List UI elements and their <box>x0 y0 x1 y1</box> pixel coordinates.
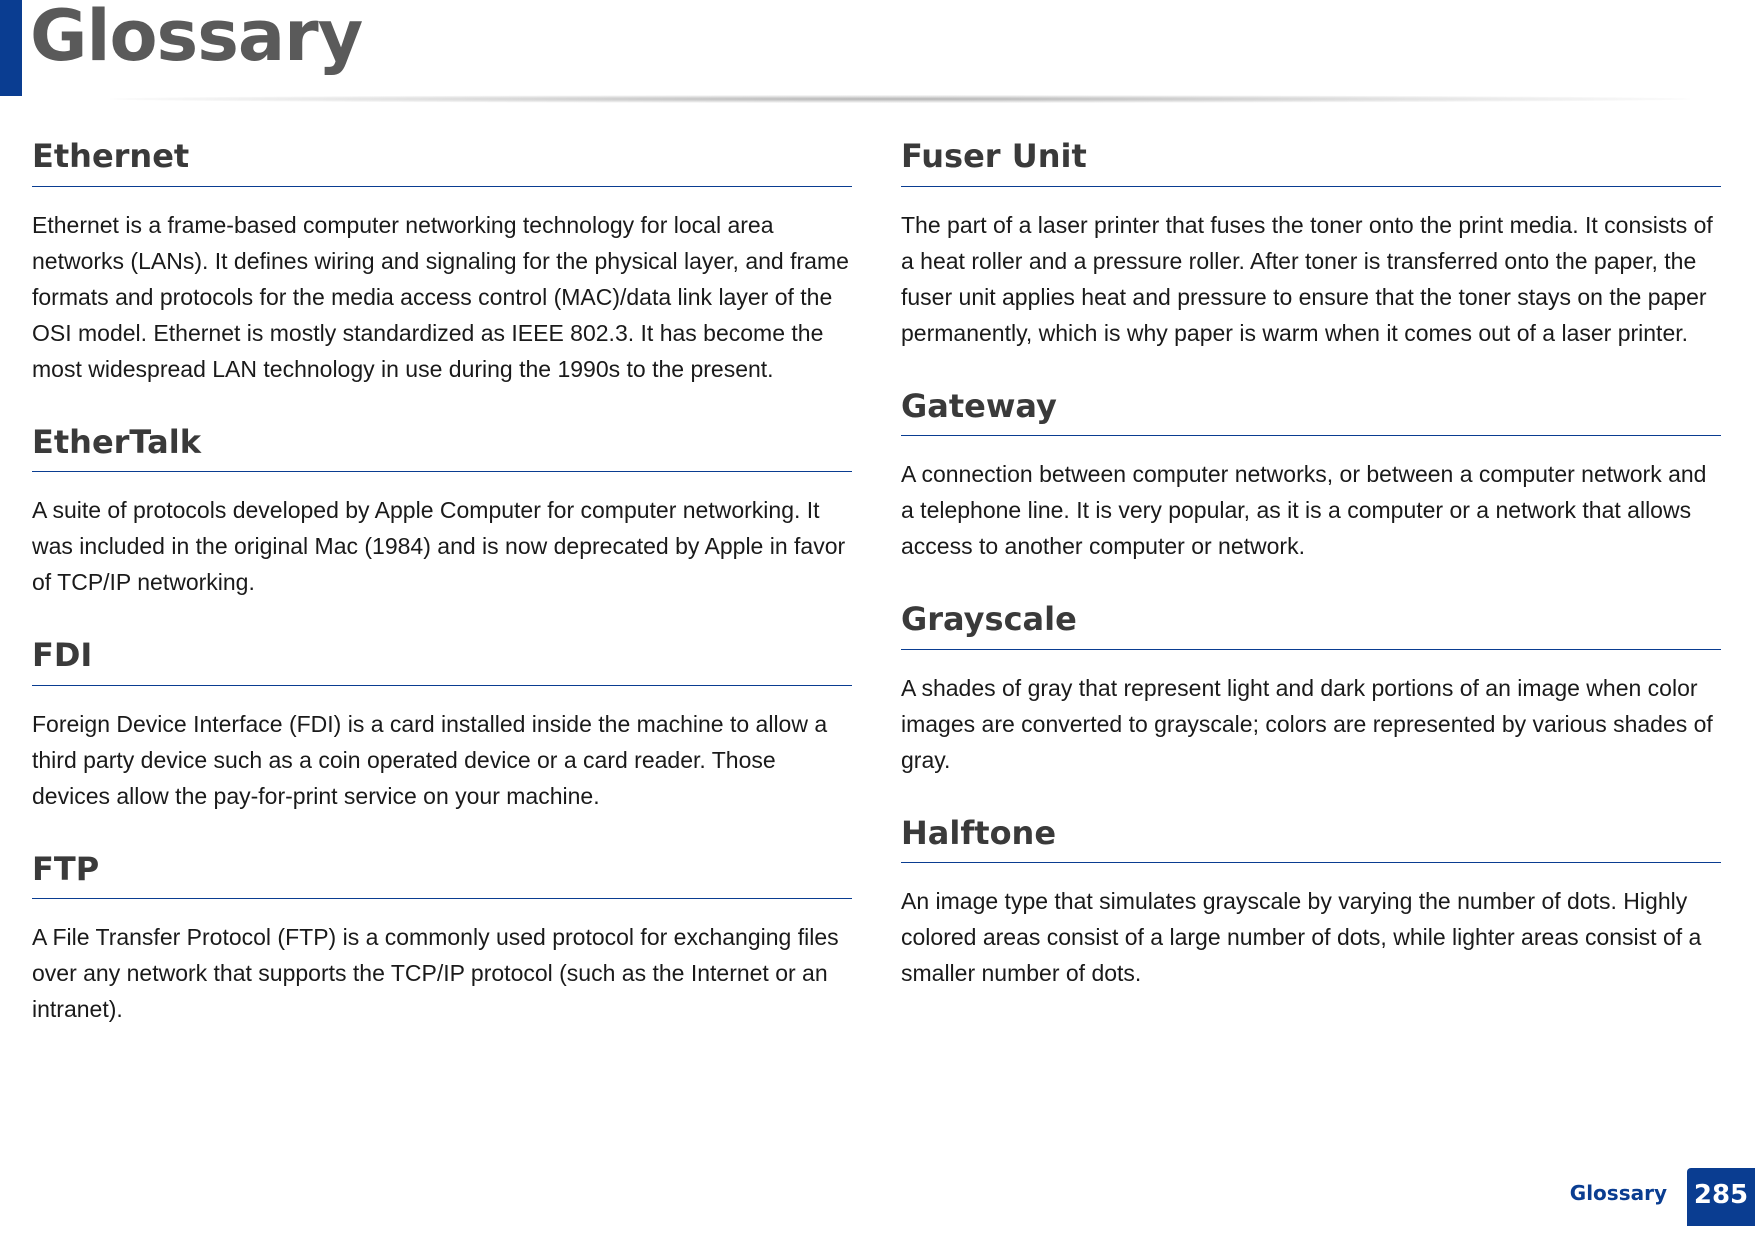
entry-term: Grayscale <box>901 599 1721 650</box>
entry-term: EtherTalk <box>32 422 852 473</box>
entry-definition: An image type that simulates grayscale by varying the number of dots. Highly colored areas consist of a large number of dots, while lighter areas consist of a smaller number of dots. <box>901 888 1702 987</box>
title-accent-bar <box>0 0 22 96</box>
entry-term: Fuser Unit <box>901 136 1721 187</box>
entry-term: Ethernet <box>32 136 852 187</box>
glossary-entry-ethertalk <box>32 422 852 601</box>
entry-term: FTP <box>32 849 852 900</box>
entry-definition: A connection between computer networks, or between a computer network and a telephone line. It is very popular, as it is a computer or a network that allows access to another computer or network. <box>901 461 1707 560</box>
entry-definition: A suite of protocols developed by Apple Computer for computer networking. It was included in the original Mac (1984) and is now deprecated by Apple in favor of TCP/IP networking. <box>32 497 846 596</box>
footer-section-label: Glossary <box>1569 1181 1667 1205</box>
entry-definition: A File Transfer Protocol (FTP) is a commonly used protocol for exchanging files over any network that supports the TCP/IP protocol (such as the Internet or an intranet). <box>32 924 839 1023</box>
entry-definition: Foreign Device Interface (FDI) is a card installed inside the machine to allow a third party device such as a coin operated device or a card reader. Those devices allow the pay-for-print service on your machine. <box>32 710 828 809</box>
glossary-column-left <box>32 136 852 1062</box>
glossary-entry-grayscale <box>901 599 1721 778</box>
glossary-entry-ethernet <box>32 136 852 387</box>
glossary-entry-ftp <box>32 849 852 1028</box>
page-number-badge: 285 <box>1687 1168 1755 1226</box>
entry-term: Gateway <box>901 386 1721 437</box>
entry-definition: Ethernet is a frame-based computer networking technology for local area networks (LANs). It defines wiring and signaling for the physical layer, and frame formats and protocols for the media access control (MAC)/data link layer of the OSI model. Ethernet is mostly standardized as IEEE 802.3. It has become the most widespread LAN technology in use during the 1990s to the present. <box>32 211 849 382</box>
entry-term: FDI <box>32 635 852 686</box>
glossary-entry-fuser-unit <box>901 136 1721 351</box>
glossary-entry-gateway <box>901 386 1721 565</box>
page-title: Glossary <box>30 0 363 77</box>
title-underline-rule <box>110 95 1690 103</box>
glossary-entry-fdi <box>32 635 852 814</box>
glossary-column-right <box>901 136 1721 1026</box>
entry-term: Halftone <box>901 813 1721 864</box>
entry-definition: A shades of gray that represent light and dark portions of an image when color images are converted to grayscale; colors are represented by various shades of gray. <box>901 674 1713 773</box>
glossary-entry-halftone <box>901 813 1721 992</box>
entry-definition: The part of a laser printer that fuses the toner onto the print media. It consists of a heat roller and a pressure roller. After toner is transferred onto the paper, the fuser unit applies heat and pressure to ensure that the toner stays on the paper permanently, which is why paper is warm when it comes out of a laser printer. <box>901 211 1713 346</box>
